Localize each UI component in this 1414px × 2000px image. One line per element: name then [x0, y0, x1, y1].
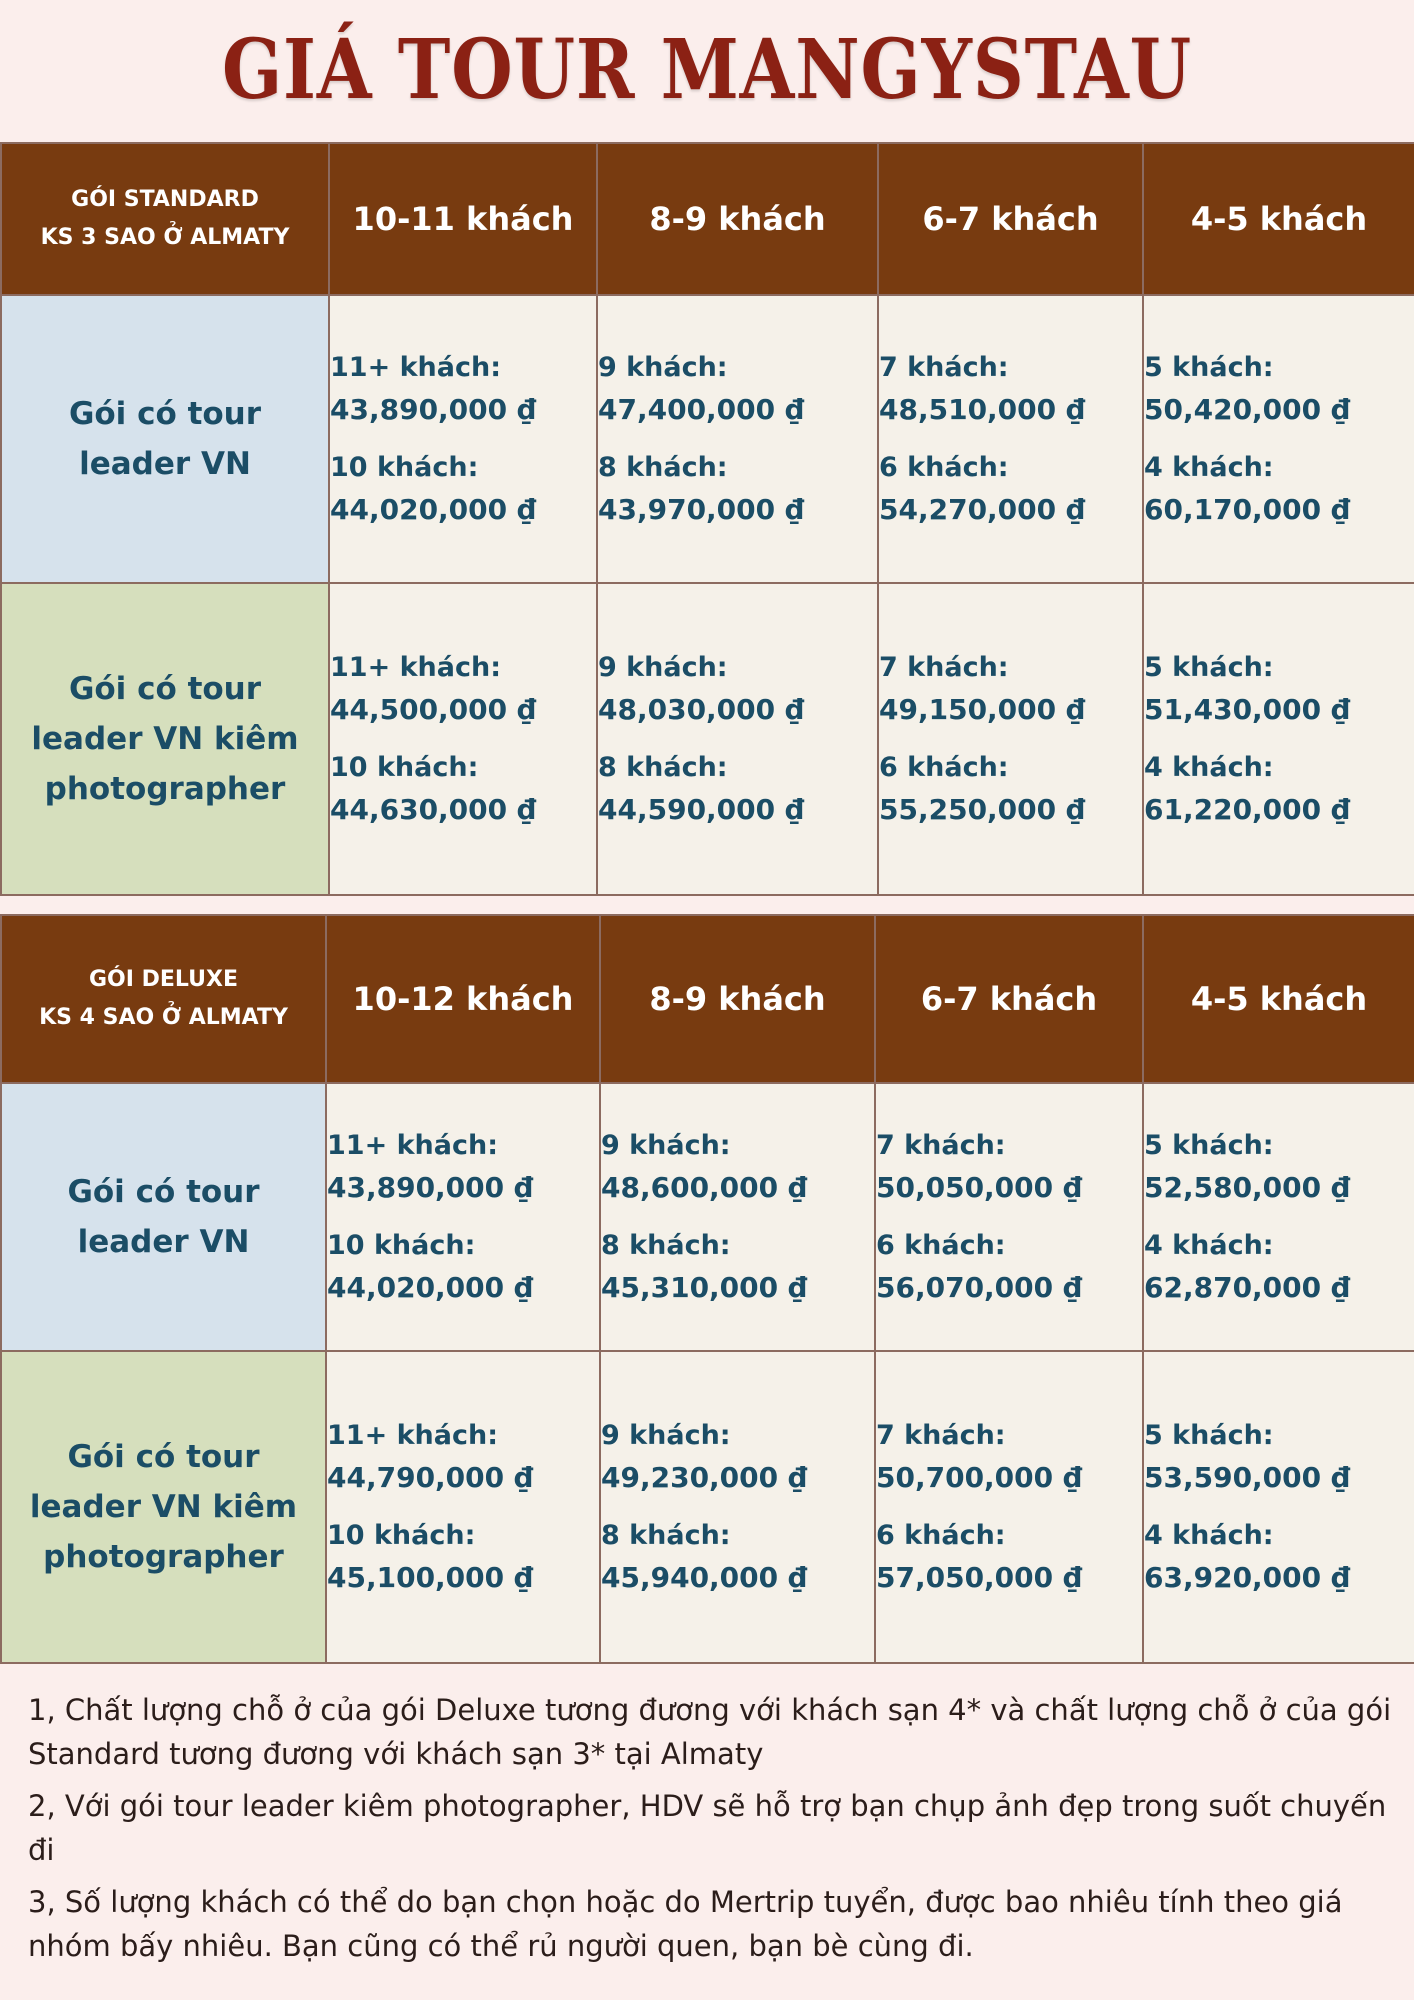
group-size: 4 khách: — [1144, 752, 1274, 783]
row-label-line: Gói có tour — [68, 671, 262, 707]
row-label — [1, 583, 329, 895]
price-value: 53,590,000 ₫ — [1144, 1461, 1351, 1494]
group-size: 11+ khách: — [327, 1130, 499, 1161]
table-row — [1, 1351, 1414, 1663]
price-value: 48,510,000 ₫ — [879, 393, 1086, 426]
price-cell — [1143, 1351, 1414, 1663]
table-row — [1, 295, 1414, 583]
package-hotel: KS 4 SAO Ở ALMATY — [39, 1005, 288, 1030]
price-value: 50,050,000 ₫ — [876, 1171, 1083, 1204]
price-value: 44,630,000 ₫ — [330, 793, 537, 826]
row-label-line: Gói có tour — [67, 1174, 260, 1210]
group-size: 9 khách: — [601, 1130, 731, 1161]
standard-price-table — [0, 142, 1414, 896]
price-value: 56,070,000 ₫ — [876, 1271, 1083, 1304]
group-size: 7 khách: — [879, 352, 1009, 383]
price-cell — [875, 1351, 1143, 1663]
column-header: 6-7 khách — [875, 915, 1143, 1083]
package-hotel: KS 3 SAO Ở ALMATY — [40, 225, 290, 250]
group-size: 8 khách: — [598, 452, 728, 483]
column-header: 8-9 khách — [597, 143, 878, 295]
price-value: 45,310,000 ₫ — [601, 1271, 808, 1304]
price-value: 44,020,000 ₫ — [327, 1271, 534, 1304]
row-label-line: leader VN — [77, 1224, 250, 1260]
price-cell — [600, 1083, 875, 1351]
package-name — [1, 915, 326, 1083]
price-value: 57,050,000 ₫ — [876, 1561, 1083, 1594]
group-size: 5 khách: — [1144, 1130, 1274, 1161]
group-size: 4 khách: — [1144, 1230, 1274, 1261]
table-header-row — [1, 915, 1414, 1083]
group-size: 10 khách: — [327, 1520, 476, 1551]
group-size: 7 khách: — [876, 1130, 1006, 1161]
price-cell — [597, 295, 878, 583]
note-item: 2, Với gói tour leader kiêm photographer, HDV sẽ hỗ trợ bạn chụp ảnh đẹp trong suốt chuyến đi — [28, 1789, 1387, 1867]
price-value: 48,600,000 ₫ — [601, 1171, 808, 1204]
group-size: 11+ khách: — [327, 1420, 499, 1451]
price-value: 61,220,000 ₫ — [1144, 793, 1351, 826]
package-title: GÓI DELUXE — [89, 967, 238, 992]
price-value: 43,970,000 ₫ — [598, 493, 805, 526]
group-size: 7 khách: — [879, 652, 1009, 683]
price-cell — [1143, 295, 1414, 583]
group-size: 5 khách: — [1144, 1420, 1274, 1451]
price-value: 44,790,000 ₫ — [327, 1461, 534, 1494]
price-value: 60,170,000 ₫ — [1144, 493, 1351, 526]
price-value: 49,150,000 ₫ — [879, 693, 1086, 726]
price-value: 54,270,000 ₫ — [879, 493, 1086, 526]
group-size: 9 khách: — [601, 1420, 731, 1451]
row-label-line: Gói có tour — [68, 396, 262, 432]
price-cell — [329, 583, 597, 895]
column-header: 6-7 khách — [878, 143, 1143, 295]
price-value: 50,700,000 ₫ — [876, 1461, 1083, 1494]
price-cell — [1143, 1083, 1414, 1351]
column-header: 4-5 khách — [1143, 143, 1414, 295]
column-header: 4-5 khách — [1143, 915, 1414, 1083]
group-size: 11+ khách: — [330, 352, 502, 383]
notes-section — [28, 1688, 1408, 1976]
group-size: 8 khách: — [598, 752, 728, 783]
group-size: 10 khách: — [327, 1230, 476, 1261]
row-label — [1, 1351, 326, 1663]
price-cell — [878, 295, 1143, 583]
package-title: GÓI STANDARD — [71, 187, 259, 212]
group-size: 6 khách: — [879, 452, 1009, 483]
group-size: 7 khách: — [876, 1420, 1006, 1451]
row-label-line: photographer — [44, 771, 286, 807]
price-cell — [875, 1083, 1143, 1351]
note-item: 1, Chất lượng chỗ ở của gói Deluxe tương đương với khách sạn 4* và chất lượng chỗ ở của gói Standard tương đương với khách sạn 3* tại Almaty — [28, 1693, 1392, 1771]
table-row — [1, 1083, 1414, 1351]
row-label-line: leader VN kiêm — [29, 1489, 298, 1525]
group-size: 4 khách: — [1144, 1520, 1274, 1551]
price-cell — [597, 583, 878, 895]
column-header: 10-12 khách — [326, 915, 600, 1083]
group-size: 4 khách: — [1144, 452, 1274, 483]
group-size: 6 khách: — [876, 1230, 1006, 1261]
price-value: 50,420,000 ₫ — [1144, 393, 1351, 426]
group-size: 5 khách: — [1144, 652, 1274, 683]
note-item: 3, Số lượng khách có thể do bạn chọn hoặc do Mertrip tuyển, được bao nhiêu tính theo giá nhóm bấy nhiêu. Bạn cũng có thể rủ người quen, bạn bè cùng đi. — [28, 1885, 1343, 1963]
price-cell — [878, 583, 1143, 895]
group-size: 9 khách: — [598, 352, 728, 383]
group-size: 9 khách: — [598, 652, 728, 683]
price-value: 45,100,000 ₫ — [327, 1561, 534, 1594]
price-value: 44,020,000 ₫ — [330, 493, 537, 526]
price-value: 63,920,000 ₫ — [1144, 1561, 1351, 1594]
row-label-line: photographer — [43, 1539, 284, 1575]
price-cell — [326, 1351, 600, 1663]
column-header: 8-9 khách — [600, 915, 875, 1083]
group-size: 8 khách: — [601, 1520, 731, 1551]
price-value: 48,030,000 ₫ — [598, 693, 805, 726]
price-value: 43,890,000 ₫ — [330, 393, 537, 426]
deluxe-price-table — [0, 914, 1414, 1664]
group-size: 6 khách: — [876, 1520, 1006, 1551]
column-header: 10-11 khách — [329, 143, 597, 295]
group-size: 6 khách: — [879, 752, 1009, 783]
row-label-line: Gói có tour — [67, 1439, 260, 1475]
price-cell — [329, 295, 597, 583]
price-value: 44,590,000 ₫ — [598, 793, 805, 826]
table-header-row — [1, 143, 1414, 295]
table-row — [1, 583, 1414, 895]
group-size: 8 khách: — [601, 1230, 731, 1261]
price-value: 49,230,000 ₫ — [601, 1461, 808, 1494]
price-value: 51,430,000 ₫ — [1144, 693, 1351, 726]
group-size: 10 khách: — [330, 752, 479, 783]
row-label-line: leader VN kiêm — [31, 721, 299, 757]
price-value: 44,500,000 ₫ — [330, 693, 537, 726]
price-value: 43,890,000 ₫ — [327, 1171, 534, 1204]
row-label — [1, 1083, 326, 1351]
price-value: 52,580,000 ₫ — [1144, 1171, 1351, 1204]
price-cell — [600, 1351, 875, 1663]
package-name — [1, 143, 329, 295]
price-value: 55,250,000 ₫ — [879, 793, 1086, 826]
group-size: 5 khách: — [1144, 352, 1274, 383]
price-value: 45,940,000 ₫ — [601, 1561, 808, 1594]
price-value: 62,870,000 ₫ — [1144, 1271, 1351, 1304]
group-size: 10 khách: — [330, 452, 479, 483]
price-value: 47,400,000 ₫ — [598, 393, 805, 426]
group-size: 11+ khách: — [330, 652, 502, 683]
price-cell — [1143, 583, 1414, 895]
price-cell — [326, 1083, 600, 1351]
row-label-line: leader VN — [79, 446, 251, 482]
page-title: GIÁ TOUR MANGYSTAU — [221, 22, 1193, 118]
row-label — [1, 295, 329, 583]
